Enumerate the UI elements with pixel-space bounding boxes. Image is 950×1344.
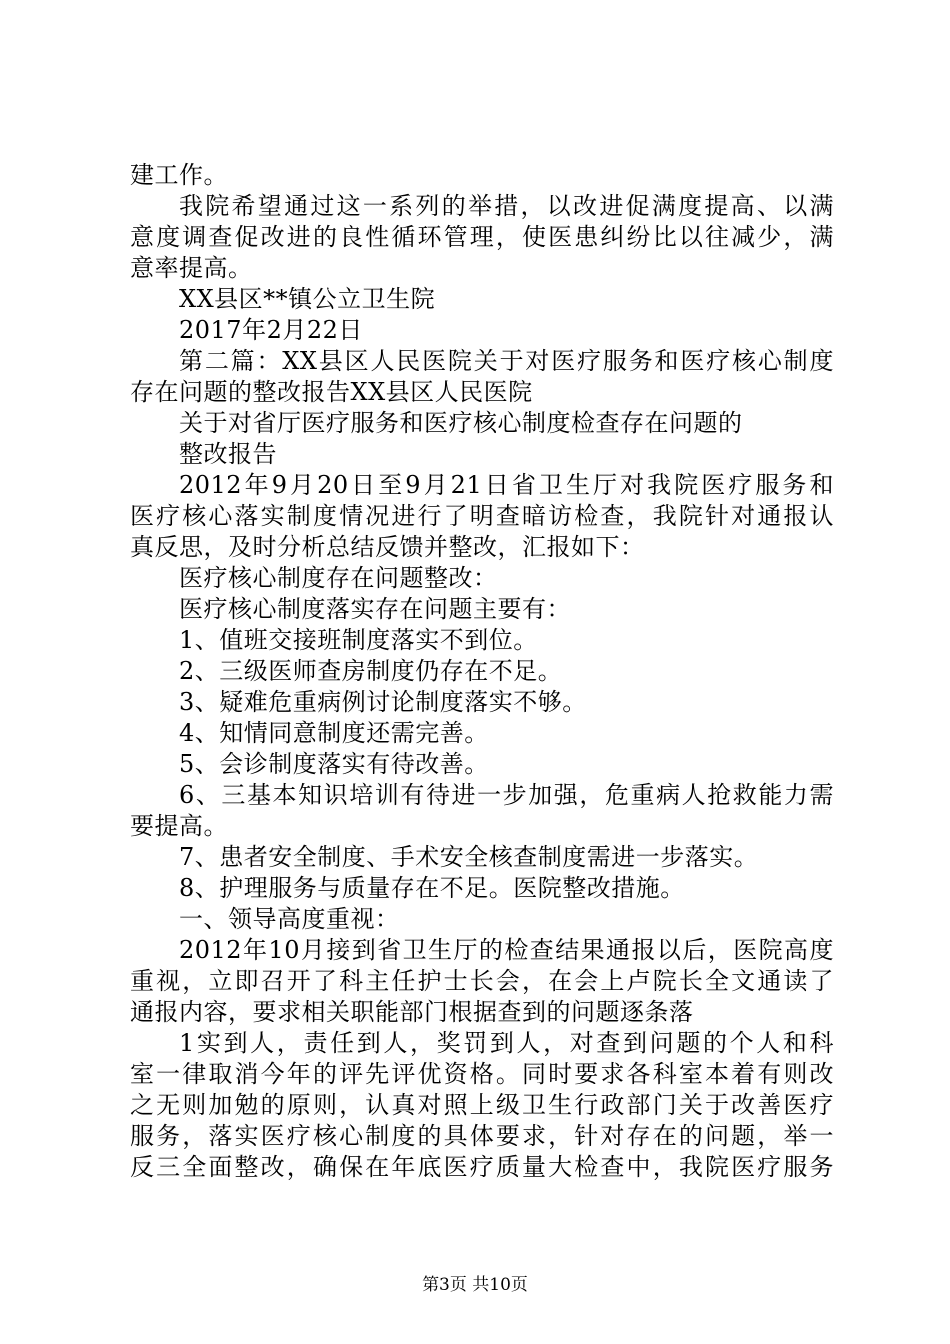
text-line: 医疗核心制度落实存在问题主要有： [179,595,571,623]
text-line: 通报内容，要求相关职能部门根据查到的问题逐条落 [130,998,694,1026]
text-line: 6、三基本知识培训有待进一步加强，危重病人抢救能力需 [179,781,834,809]
text-line: XX县区**镇公立卫生院 [179,285,436,313]
text-line: 反三全面整改，确保在年底医疗质量大检查中，我院医疗服务 [130,1153,834,1181]
text-line: 7、患者安全制度、手术安全核查制度需进一步落实。 [179,843,759,871]
text-line: 2012年9月20日至9月21日省卫生厅对我院医疗服务和 [179,471,834,499]
text-line: 服务，落实医疗核心制度的具体要求，针对存在的问题，举一 [130,1122,834,1150]
text-line: 8、护理服务与质量存在不足。医院整改措施。 [179,874,685,902]
text-line: 重视，立即召开了科主任护士长会，在会上卢院长全文通读了 [130,967,834,995]
text-line: 4、知情同意制度还需完善。 [179,719,489,747]
page-footer: 第3页 共10页 [422,1275,528,1295]
text-line: 1实到人，责任到人，奖罚到人，对查到问题的个人和科 [179,1029,834,1057]
text-line: 室一律取消今年的评先评优资格。同时要求各科室本着有则改 [130,1060,834,1088]
text-line: 1、值班交接班制度落实不到位。 [179,626,538,654]
text-line: 5、会诊制度落实有待改善。 [179,750,489,778]
text-line: 第二篇：XX县区人民医院关于对医疗服务和医疗核心制度 [179,347,834,375]
text-line: 2017年2月22日 [179,316,363,344]
text-line: 存在问题的整改报告XX县区人民医院 [130,378,533,406]
text-line: 医疗核心落实制度情况进行了明查暗访检查，我院针对通报认 [130,502,834,530]
text-line: 建工作。 [130,161,228,189]
text-line: 要提高。 [130,812,228,840]
text-line: 医疗核心制度存在问题整改： [179,564,498,592]
text-line: 之无则加勉的原则，认真对照上级卫生行政部门关于改善医疗 [130,1091,834,1119]
document-body [130,160,834,1183]
text-line: 意率提高。 [130,254,253,282]
text-line: 3、疑难危重病例讨论制度落实不够。 [179,688,587,716]
text-line: 真反思，及时分析总结反馈并整改，汇报如下： [130,533,645,561]
text-line: 一、领导高度重视： [179,905,400,933]
text-line: 意度调查促改进的良性循环管理，使医患纠纷比以往减少，满 [130,223,834,251]
text-line: 2、三级医师查房制度仍存在不足。 [179,657,563,685]
text-line: 关于对省厅医疗服务和医疗核心制度检查存在问题的 [179,409,743,437]
text-line: 整改报告 [179,440,277,468]
text-line: 2012年10月接到省卫生厅的检查结果通报以后，医院高度 [179,936,834,964]
text-line: 我院希望通过这一系列的举措，以改进促满度提高、以满 [179,192,834,220]
